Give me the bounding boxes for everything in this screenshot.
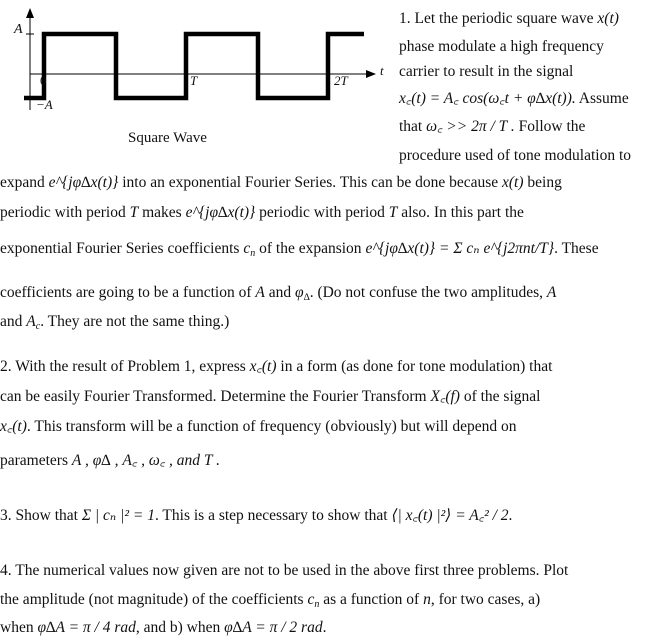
zero-label: 0 xyxy=(40,73,47,88)
time-axis-label: t xyxy=(380,63,384,78)
p4-line-2: the amplitude (not magnitude) of the coefficients $c_n$ as a function of n, for two cases, a) xyxy=(0,591,541,610)
p4-line-1: 4. The numerical values now given are not to be used in the above first three problems. Plot xyxy=(0,562,569,579)
p2-line-1: 2. With the result of Problem 1, express x꜀(t) in a form (as done for tone modulation) that xyxy=(0,358,553,375)
double-period-label: 2T xyxy=(334,73,348,88)
p4-line-3: when φ∆A = π / 4 rad, and b) when φ∆A = π / 2 rad. xyxy=(0,619,327,636)
figure-caption: Square Wave xyxy=(128,130,207,146)
p2-line-4: parameters A , φ∆ , A꜀ , ω꜀ , and T . xyxy=(0,452,220,469)
p1-line-8: periodic with period T makes e^{jφ∆x(t)} periodic with period T also. In this part the xyxy=(0,204,524,221)
amplitude-label: A xyxy=(14,22,23,37)
neg-amplitude-label: −A xyxy=(36,97,53,112)
p3-line-1: 3. Show that Σ | cₙ |² = 1. This is a step necessary to show that ⟨| x꜀(t) |²⟩ = A꜀² / 2. xyxy=(0,507,513,524)
p1-line-6: procedure used of tone modulation to xyxy=(399,147,632,164)
p1-line-1: 1. Let the periodic square wave x(t) xyxy=(399,10,619,27)
p2-line-2: can be easily Fourier Transformed. Determine the Fourier Transform X꜀(f) of the signal xyxy=(0,388,541,405)
p1-line-11: and $A_c$. They are not the same thing.) xyxy=(0,313,230,332)
p1-line-2: phase modulate a high frequency xyxy=(399,38,604,55)
p1-line-7: expand e^{jφ∆x(t)} into an exponential Fourier Series. This can be done because x(t) being xyxy=(0,174,562,191)
p1-line-3: carrier to result in the signal xyxy=(399,63,574,80)
p1-line-4: x꜀(t) = A꜀ cos(ω꜀t + φ∆x(t)). Assume xyxy=(399,90,629,107)
p2-line-3: x꜀(t). This transform will be a function of frequency (obviously) but will depend on xyxy=(0,418,517,435)
p1-line-5: that ω꜀ >> 2π / T . Follow the xyxy=(399,118,586,135)
p1-line-10: coefficients are going to be a function of A and $\varphi_\Delta$. (Do not confuse the two amplitudes, A xyxy=(0,284,557,303)
period-label: T xyxy=(190,73,198,88)
square-wave-figure xyxy=(0,0,395,170)
p1-line-9: exponential Fourier Series coefficients $c_n$ of the expansion e^{jφ∆x(t)} = Σ cₙ e^{j2πnt/T}. These xyxy=(0,240,599,259)
